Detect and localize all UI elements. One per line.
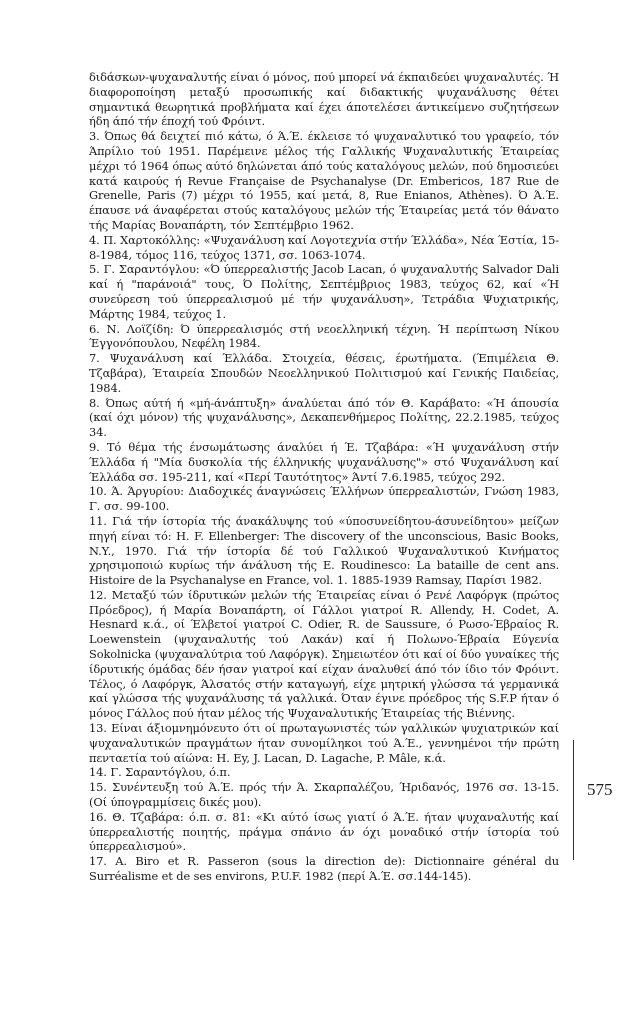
footnote-5: 5. Γ. Σαραντόγλου: «Ό ύπερρεαλιστής Jacob Lacan, ό ψυχαναλυτής Salvador Dali καί ή "παράνοιά" τους, Ό Πολίτης, Σεπτέμβριος 1983, τεύχος 62, καί «Ή συνεύρεση τού ύπερρεαλισμού μέ τήν ψυχανάλυση», Τετράδια Ψυχιατρικής, Μάρτης 1984, τεύχος 1. bbox=[89, 262, 559, 321]
footnote-13: 13. Είναι άξιομνημόνευτο ότι οί πρωταγωνιστές τών γαλλικών ψυχιατρικών καί ψυχαναλυτικών πραγμάτων ήταν συνομίληκοι τού Ά.Έ., γεννημένοι τήν πρώτη πενταετία τού αίώνα: H. Ey, J. Lacan, D. Lagache, P. Mâle, κ.ά. bbox=[89, 721, 559, 765]
footnote-10: 10. Ά. Άργυρίου: Διαδοχικές άναγνώσεις Έλλήνων ύπερρεαλιστών, Γνώση 1983, Γ. σσ. 99-100. bbox=[89, 484, 559, 514]
footnote-14: 14. Γ. Σαραντόγλου, ό.π. bbox=[89, 765, 231, 780]
footnote-9: 9. Τό θέμα τής ένσωμάτωσης άναλύει ή Έ. Τζαβάρα: «Ή ψυχανάλυση στήν Έλλάδα ή "Μία δυσκολία τής έλληνικής ψυχανάλυσης"» στό Ψυχανάλυση καί Έλλάδα σσ. 195-211, καί «Περί Ταυτότητος» Άντί 7.6.1985, τεύχος 292. bbox=[89, 439, 559, 484]
footnote-11: 11. Γιά τήν ίστορία τής άνακάλυψης τού «ύποσυνείδητου-άσυνείδητου» μείζων πηγή είναι τό: H. F. Ellenberger: The discovery of the unconscious, Basic Books, N.Y., 1970. Γιά τήν ίστορία δέ τού Γαλλικού Ψυχαναλυτικού Κινήματος χρησιμοποιώ κυρίως τήν άνάλυση τής E. Roudinesco: La bataille de cent ans. Histoire de la Psychanalyse en France, vol. 1. 1885-1939 Ramsay, Παρίσι 1982. bbox=[89, 513, 559, 588]
footnote-3: 3. Όπως θά δειχτεί πιό κάτω, ό Ά.Έ. έκλεισε τό ψυχαναλυτικό του γραφείο, τόν Άπρίλιο τού 1951. Παρέμεινε μέλος τής Γαλλικής Ψυχαναλυτικής Έταιρείας μέχρι τό 1964 όπως αύτό δηλώνεται άπό τούς καταλόγους μελών, πού δημοσιεύει κατά καιρούς ή Revue Française de Psychanalyse (Dr. Embericos, 187 Rue de Grenelle, Paris (7) μέχρι τό 1955, καί μετά, 8, Rue Enianos, Athènes). Ό Ά.Έ. έπαυσε νά άναφέρεται στούς καταλόγους μελών τής Έταιρείας μετά τόν θάνατο τής Μαρίας Βοναπάρτη, τόν Σεπτέμβριο 1962. bbox=[89, 129, 559, 232]
footnotes-column bbox=[89, 70, 559, 884]
footnote-17: 17. A. Biro et R. Passeron (sous la direction de): Dictionnaire général du Surréalisme et de ses environs, P.U.F. 1982 (περί Ά.Έ. σσ.144-145). bbox=[89, 854, 559, 884]
footnote-12: 12. Μεταξύ τών ίδρυτικών μελών τής Έταιρείας είναι ό Ρενέ Λαφόργκ (πρώτος Πρόεδρος), ή Μαρία Βοναπάρτη, οί Γάλλοι γιατροί R. Allendy, H. Codet, A. Hesnard κ.ά., οί Έλβετοί γιατροί C. Odier, R. de Saussure, ό Ρωσο-Έβραίος R. Loewenstein (ψυχαναλυτής τού Λακάν) καί ή Πολωνο-Έβραία Εύγενία Sokolnicka (ψυχαναλύτρια τού Λαφόργκ). Σημειωτέον ότι καί οί δύο γυναίκες τής ίδρυτικής όμάδας δέν ήσαν γιατροί καί είχαν άναλυθεί άπό τόν ίδιο τόν Φρόιντ. Τέλος, ό Λαφόργκ, Άλσατός στήν καταγωγή, είχε μητρική γλώσσα τά γερμανικά καί γλώσσα τής ψυχανάλυσης τά γαλλικά. Όταν έγινε πρόεδρος τής S.F.P ήταν ό μόνος Γάλλος πού ήταν μέλος τής Ψυχαναλυτικής Έταιρείας τής Βιέννης. bbox=[89, 587, 559, 721]
footnote-4: 4. Π. Χαρτοκόλλης: «Ψυχανάλυση καί Λογοτεχνία στήν Έλλάδα», Νέα Έστία, 15-8-1984, τόμος 116, τεύχος 1371, σσ. 1063-1074. bbox=[89, 232, 559, 262]
margin-rule bbox=[573, 740, 574, 860]
footnote-6: 6. Ν. Λοϊζίδη: Ό ύπερρεαλισμός στή νεοελληνική τέχνη. Ή περίπτωση Νίκου Έγγονόπουλου, Νεφέλη 1984. bbox=[89, 321, 559, 351]
footnote-continuation: διδάσκων-ψυχαναλυτής είναι ό μόνος, πού μπορεί νά έκπαιδεύει ψυχαναλυτές. Ή διαφοροποίηση μεταξύ προσωπικής καί διδακτικής ψυχανάλυσης θέτει σημαντικά θεωρητικά προβλήματα καί έχει άποτελέσει άντικείμενο συζητήσεων ήδη άπό τήν έποχή τού Φρόιντ. bbox=[89, 70, 559, 129]
page-number: 575 bbox=[587, 780, 613, 799]
footnote-16: 16. Θ. Τζαβάρα: ό.π. σ. 81: «Κι αύτό ίσως γιατί ό Ά.Έ. ήταν ψυχαναλυτής καί ύπερρεαλιστής ποιητής, πράγμα σπάνιο άν όχι μοναδικό στήν ίστορία τού ύπερρεαλισμού». bbox=[89, 809, 559, 854]
footnote-8: 8. Όπως αύτή ή «μή-άνάπτυξη» άναλύεται άπό τόν Θ. Καράβατο: «Ή άπουσία (καί όχι μόνον) τής ψυχανάλυσης», Δεκαπενθήμερος Πολίτης, 22.2.1985, τεύχος 34. bbox=[89, 395, 559, 440]
footnote-7: 7. Ψυχανάλυση καί Έλλάδα. Στοιχεία, θέσεις, έρωτήματα. (Έπιμέλεια Θ. Τζαβάρα), Έταιρεία Σπουδών Νεοελληνικού Πολιτισμού καί Γενικής Παιδείας, 1984. bbox=[89, 351, 559, 395]
footnote-15: 15. Συνέντευξη τού Ά.Έ. πρός τήν Ά. Σκαρπαλέζου, Ήριδανός, 1976 σσ. 13-15. (Οί ύπογραμμίσεις δικές μου). bbox=[89, 780, 559, 810]
